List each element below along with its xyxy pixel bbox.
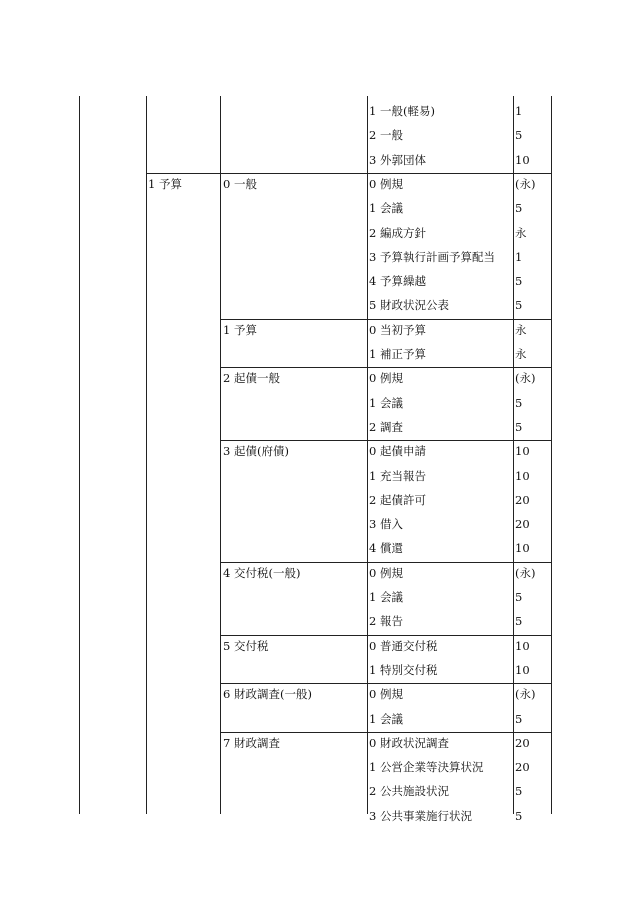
retention-cell: 5 — [515, 809, 523, 823]
middle-cell: 0 一般 — [223, 177, 257, 191]
retention-cell: 5 — [515, 201, 523, 215]
minor-cell: 2 起債許可 — [369, 493, 426, 507]
row-separator — [220, 562, 552, 563]
retention-cell: 5 — [515, 274, 523, 288]
minor-cell: 1 会議 — [369, 396, 403, 410]
minor-cell: 4 償還 — [369, 541, 403, 555]
minor-cell: 2 公共施設状況 — [369, 784, 449, 798]
retention-cell: (永) — [515, 371, 536, 385]
retention-cell: 5 — [515, 396, 523, 410]
middle-cell: 7 財政調査 — [223, 736, 280, 750]
retention-cell: 20 — [515, 517, 530, 531]
minor-cell: 0 例規 — [369, 371, 403, 385]
middle-cell: 3 起債(府債) — [223, 444, 289, 458]
minor-cell: 3 予算執行計画予算配当 — [369, 250, 495, 264]
minor-cell: 0 例規 — [369, 177, 403, 191]
retention-cell: 10 — [515, 663, 530, 677]
retention-cell: 20 — [515, 493, 530, 507]
minor-cell: 1 補正予算 — [369, 347, 426, 361]
retention-cell: 10 — [515, 639, 530, 653]
retention-cell: 永 — [515, 226, 527, 240]
retention-cell: 5 — [515, 128, 523, 142]
row-separator — [146, 173, 552, 174]
column-line — [551, 96, 552, 814]
minor-cell: 1 会議 — [369, 590, 403, 604]
middle-cell: 1 予算 — [223, 323, 257, 337]
middle-cell: 4 交付税(一般) — [223, 566, 301, 580]
column-line — [79, 96, 80, 814]
minor-cell: 3 外郭団体 — [369, 153, 426, 167]
middle-cell: 5 交付税 — [223, 639, 269, 653]
middle-cell: 6 財政調査(一般) — [223, 687, 312, 701]
minor-cell: 1 会議 — [369, 201, 403, 215]
retention-cell: 20 — [515, 760, 530, 774]
minor-cell: 4 予算繰越 — [369, 274, 426, 288]
retention-cell: 5 — [515, 614, 523, 628]
minor-cell: 0 起債申請 — [369, 444, 426, 458]
retention-cell: 永 — [515, 323, 527, 337]
minor-cell: 2 報告 — [369, 614, 403, 628]
retention-cell: 1 — [515, 104, 523, 118]
minor-cell: 2 編成方針 — [369, 226, 426, 240]
retention-cell: 10 — [515, 541, 530, 555]
row-separator — [220, 683, 552, 684]
middle-cell: 2 起債一般 — [223, 371, 280, 385]
column-line — [146, 96, 147, 814]
retention-cell: 1 — [515, 250, 523, 264]
minor-cell: 0 例規 — [369, 687, 403, 701]
minor-cell: 2 調査 — [369, 420, 403, 434]
minor-cell: 5 財政状況公表 — [369, 298, 449, 312]
minor-cell: 1 充当報告 — [369, 469, 426, 483]
row-separator — [220, 732, 552, 733]
minor-cell: 3 借入 — [369, 517, 403, 531]
retention-cell: 永 — [515, 347, 527, 361]
major-cell: 1 予算 — [148, 177, 182, 191]
minor-cell: 1 特別交付税 — [369, 663, 438, 677]
retention-cell: 10 — [515, 469, 530, 483]
minor-cell: 1 会議 — [369, 712, 403, 726]
retention-cell: 5 — [515, 298, 523, 312]
row-separator — [220, 367, 552, 368]
minor-cell: 0 普通交付税 — [369, 639, 438, 653]
retention-cell: 5 — [515, 784, 523, 798]
column-line — [220, 96, 221, 814]
minor-cell: 0 当初予算 — [369, 323, 426, 337]
row-separator — [220, 440, 552, 441]
retention-cell: (永) — [515, 177, 536, 191]
retention-cell: 5 — [515, 420, 523, 434]
minor-cell: 0 例規 — [369, 566, 403, 580]
column-line — [367, 96, 368, 814]
row-separator — [220, 635, 552, 636]
minor-cell: 2 一般 — [369, 128, 403, 142]
minor-cell: 1 公営企業等決算状況 — [369, 760, 484, 774]
retention-cell: (永) — [515, 566, 536, 580]
row-separator — [220, 319, 552, 320]
minor-cell: 1 一般(軽易) — [369, 104, 435, 118]
retention-cell: 5 — [515, 712, 523, 726]
retention-cell: 10 — [515, 444, 530, 458]
minor-cell: 0 財政状況調査 — [369, 736, 449, 750]
retention-cell: 10 — [515, 153, 530, 167]
retention-cell: 5 — [515, 590, 523, 604]
retention-cell: 20 — [515, 736, 530, 750]
minor-cell: 3 公共事業施行状況 — [369, 809, 472, 823]
column-line — [513, 96, 514, 814]
retention-cell: (永) — [515, 687, 536, 701]
